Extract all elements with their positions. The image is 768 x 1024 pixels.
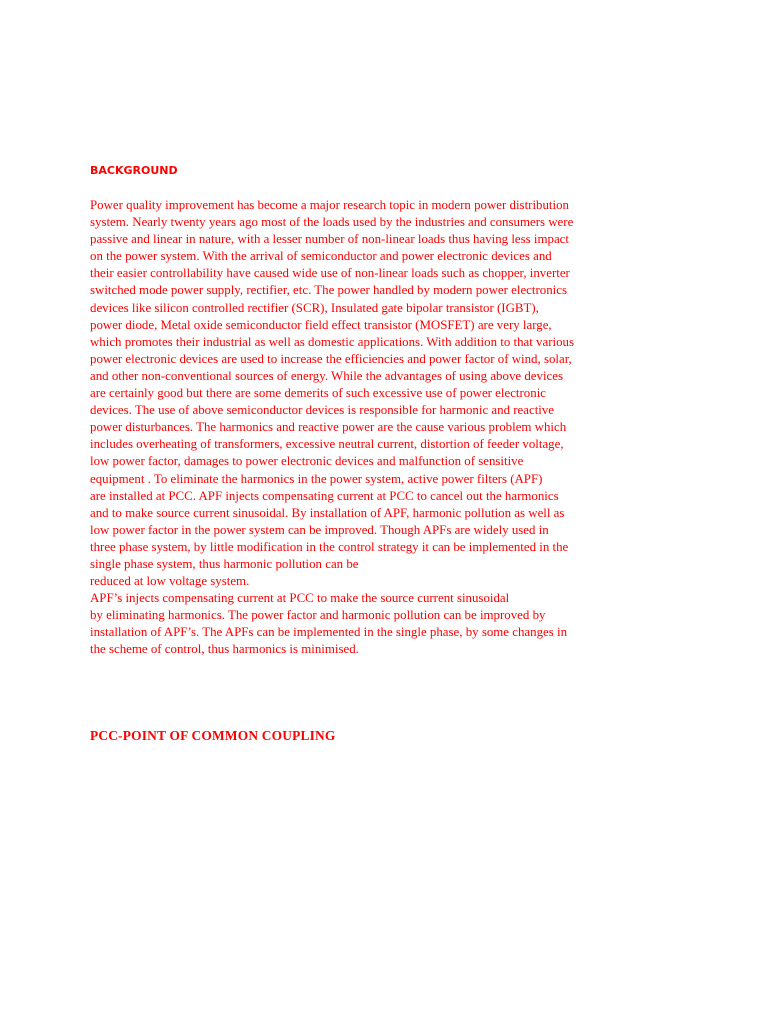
paragraph-line: low power factor, damages to power electronic devices and malfunction of sensitive bbox=[90, 454, 524, 469]
paragraph-line: and other non-conventional sources of energy. While the advantages of using above devices bbox=[90, 368, 563, 383]
paragraph-line: installation of APF’s. The APFs can be implemented in the single phase, by some changes in bbox=[90, 625, 568, 640]
paragraph-line: power diode, Metal oxide semiconductor field effect transistor (MOSFET) are very large, bbox=[90, 317, 552, 332]
paragraph-line: on the power system. With the arrival of semiconductor and power electronic devices and bbox=[90, 249, 552, 264]
paragraph-line: low power factor in the power system can be improved. Though APFs are widely used in bbox=[90, 522, 549, 537]
paragraph-line: passive and linear in nature, with a lesser number of non-linear loads thus having less impact bbox=[90, 232, 569, 247]
paragraph-line: switched mode power supply, rectifier, etc. The power handled by modern power electronics bbox=[90, 283, 567, 298]
paragraph-line: devices. The use of above semiconductor devices is responsible for harmonic and reactive bbox=[90, 403, 555, 418]
paragraph-line: and to make source current sinusoidal. By installation of APF, harmonic pollution as well as bbox=[90, 505, 565, 520]
pcc-heading: PCC-POINT OF COMMON COUPLING bbox=[90, 728, 336, 743]
paragraph-line: power electronic devices are used to increase the efficiencies and power factor of wind, solar, bbox=[90, 351, 572, 366]
paragraph-line: equipment . To eliminate the harmonics in the power system, active power filters (APF) bbox=[90, 471, 543, 486]
paragraph-line: power disturbances. The harmonics and reactive power are the cause various problem which bbox=[90, 420, 567, 435]
paragraph-line: APF’s injects compensating current at PCC to make the source current sinusoidal bbox=[90, 591, 510, 606]
paragraph-line: single phase system, thus harmonic pollution can be bbox=[90, 556, 359, 571]
paragraph-line: their easier controllability have caused wide use of non-linear loads such as chopper, inverter bbox=[90, 266, 570, 281]
paragraph-line: includes overheating of transformers, excessive neutral current, distortion of feeder voltage, bbox=[90, 437, 564, 452]
paragraph-line: are installed at PCC. APF injects compensating current at PCC to cancel out the harmonics bbox=[90, 488, 559, 503]
paragraph-line: by eliminating harmonics. The power factor and harmonic pollution can be improved by bbox=[90, 608, 546, 623]
paragraph-line: three phase system, by little modification in the control strategy it can be implemented in the bbox=[90, 539, 569, 554]
paragraph-line: the scheme of control, thus harmonics is minimised. bbox=[90, 642, 359, 657]
paragraph-line: are certainly good but there are some demerits of such excessive use of power electronic bbox=[90, 386, 546, 401]
paragraph-line: devices like silicon controlled rectifier (SCR), Insulated gate bipolar transistor (IGBT), bbox=[90, 300, 539, 315]
background-heading: BACKGROUND bbox=[90, 164, 178, 177]
paragraph-line: reduced at low voltage system. bbox=[90, 574, 250, 589]
background-paragraph bbox=[90, 197, 650, 659]
paragraph-line: Power quality improvement has become a major research topic in modern power distribution bbox=[90, 198, 569, 212]
paragraph-line: which promotes their industrial as well as domestic applications. With addition to that various bbox=[90, 334, 574, 349]
paragraph-line: system. Nearly twenty years ago most of the loads used by the industries and consumers were bbox=[90, 215, 574, 230]
